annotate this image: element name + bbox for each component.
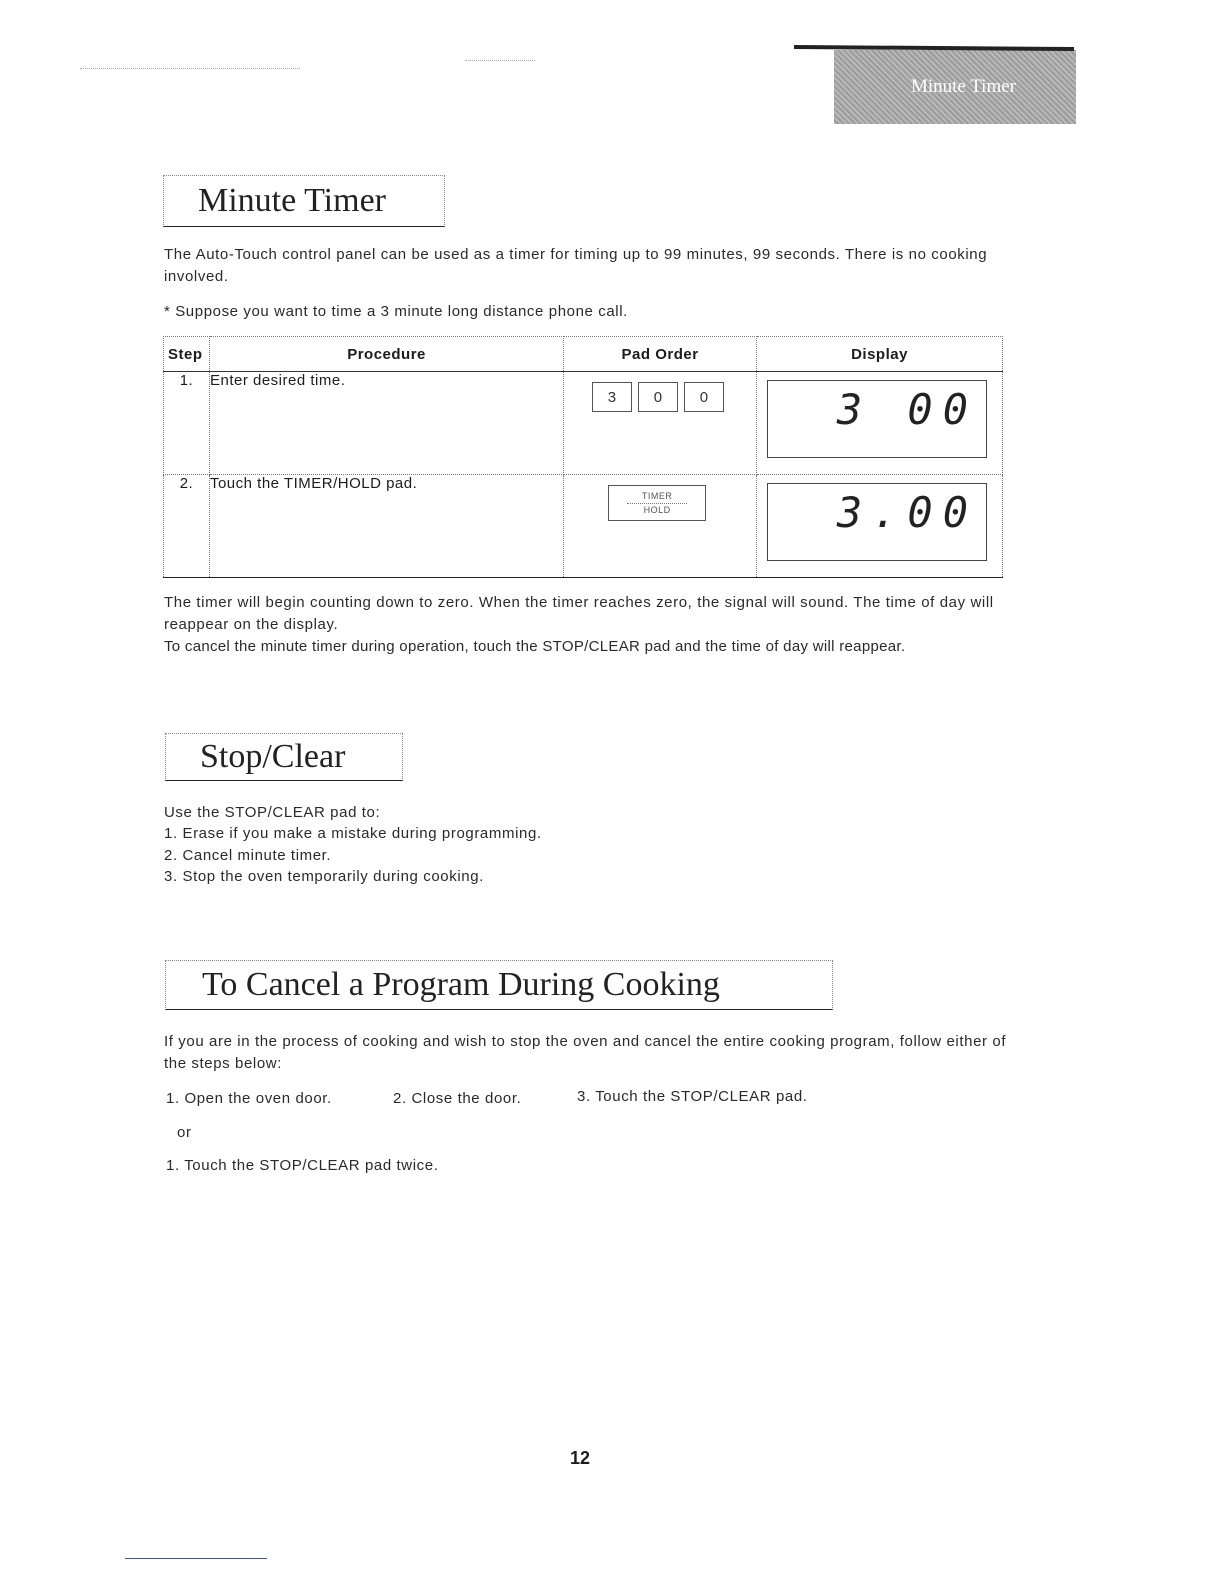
display-readout: 3 00 (767, 380, 987, 458)
list-item: 3. Stop the oven temporarily during cooking. (164, 868, 484, 885)
step-number: 1. (164, 372, 210, 475)
or-separator: or (177, 1124, 192, 1141)
column-header-procedure: Procedure (209, 337, 563, 372)
procedure-text: Touch the TIMER/HOLD pad. (209, 475, 563, 578)
cancel-step-touch-twice: 1. Touch the STOP/CLEAR pad twice. (166, 1157, 439, 1174)
list-item: 1. Erase if you make a mistake during programming. (164, 825, 542, 842)
pad-label-top: TIMER (641, 490, 673, 501)
pad-order-cell (564, 475, 757, 578)
stop-clear-intro: Use the STOP/CLEAR pad to: (164, 804, 381, 821)
cancel-step-touch-stop-clear: 3. Touch the STOP/CLEAR pad. (577, 1088, 808, 1105)
number-pad-key: 3 (592, 382, 632, 412)
column-header-step: Step (164, 337, 210, 372)
pad-label-bottom: HOLD (643, 504, 671, 515)
cancel-step-close-door: 2. Close the door. (393, 1090, 522, 1107)
table-header-row (164, 337, 1003, 372)
timer-cancel-note: To cancel the minute timer during operation, touch the STOP/CLEAR pad and the time of day will reappear. (164, 638, 906, 655)
display-cell (757, 475, 1003, 578)
minute-timer-example: * Suppose you want to time a 3 minute long distance phone call. (164, 303, 628, 320)
pad-order-cell (564, 372, 757, 475)
display-readout: 3.00 (767, 483, 987, 561)
column-header-display: Display (757, 337, 1003, 372)
step-number: 2. (164, 475, 210, 578)
number-pad-key: 0 (684, 382, 724, 412)
list-item: 2. Cancel minute timer. (164, 847, 332, 864)
column-header-pad-order: Pad Order (564, 337, 757, 372)
section-title-stop-clear: Stop/Clear (165, 733, 403, 781)
cancel-program-intro: If you are in the process of cooking and wish to stop the oven and cancel the entire cooking program, follow either of the steps below: (164, 1033, 1007, 1072)
table-row (164, 372, 1003, 475)
timer-hold-pad (608, 485, 706, 521)
decorative-dotted-line (80, 68, 300, 70)
number-pad-key: 0 (638, 382, 678, 412)
display-cell (757, 372, 1003, 475)
timer-countdown-note: The timer will begin counting down to zero. When the timer reaches zero, the signal will sound. The time of day will reappear on the display. (164, 594, 994, 633)
table-row (164, 475, 1003, 578)
minute-timer-intro: The Auto-Touch control panel can be used as a timer for timing up to 99 minutes, 99 seconds. There is no cooking involved. (164, 246, 988, 285)
cancel-step-open-door: 1. Open the oven door. (166, 1090, 332, 1107)
header-tab: Minute Timer (834, 50, 1076, 124)
page-number: 12 (570, 1448, 591, 1468)
bottom-rule (125, 1558, 267, 1559)
procedure-text: Enter desired time. (209, 372, 563, 475)
minute-timer-steps-table (163, 336, 1003, 578)
section-title-cancel-program: To Cancel a Program During Cooking (165, 960, 833, 1010)
decorative-dotted-line (465, 60, 535, 62)
section-title-minute-timer: Minute Timer (163, 175, 445, 227)
